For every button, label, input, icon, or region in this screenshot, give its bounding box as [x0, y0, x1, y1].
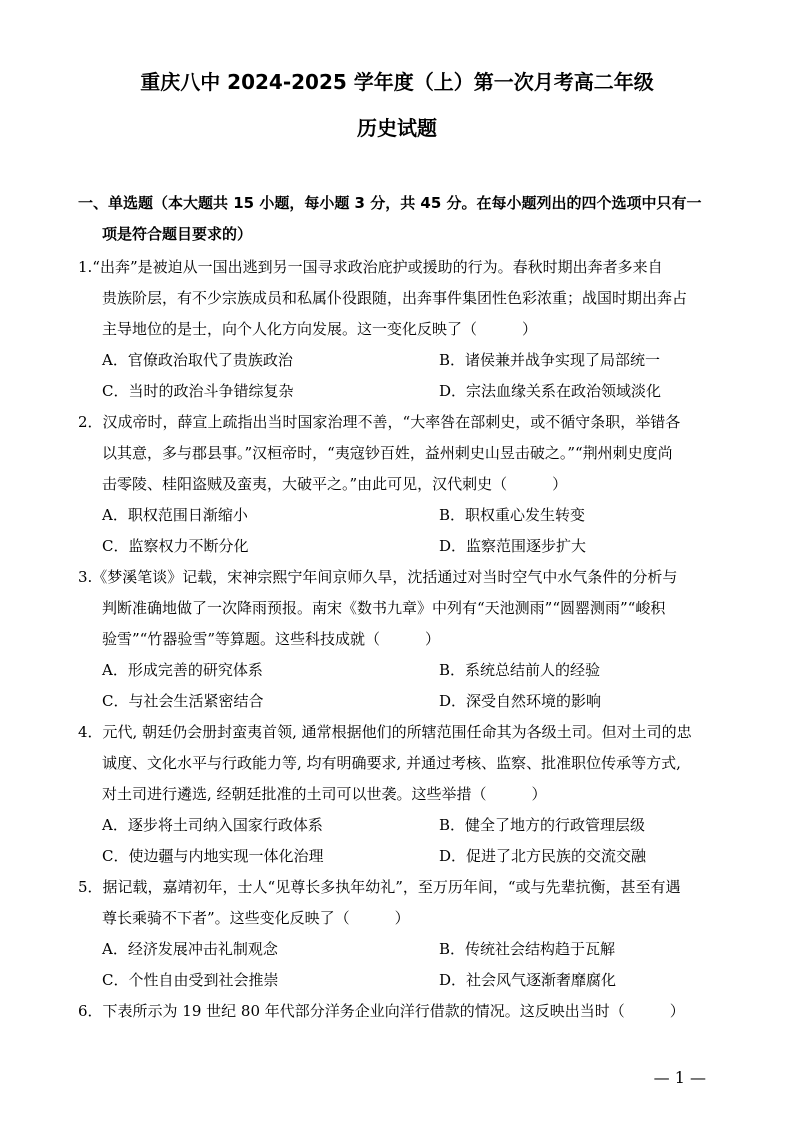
question-1 [78, 252, 718, 345]
question-3-options [102, 655, 722, 717]
question-stem-line: 4．元代, 朝廷仍会册封蛮夷首领, 通常根据他们的所辖范围任命其为各级土司。但对土司的忠 [78, 723, 692, 741]
exam-subtitle: 历史试题 [357, 116, 437, 140]
question-6 [78, 996, 718, 1027]
option-b: B．职权重心发生转变 [439, 506, 586, 524]
question-stem-line: 5．据记载，嘉靖初年，士人“见尊长多执年幼礼”，至万历年间，“或与先辈抗衡，甚至有遇 [78, 878, 681, 896]
option-b: B．系统总结前人的经验 [439, 661, 601, 679]
question-2 [78, 407, 718, 500]
option-c: C．监察权力不断分化 [102, 537, 249, 555]
question-stem-line: 以其意，多与郡县事。”汉桓帝时，“夷寇钞百姓，益州刺史山昱击破之。”“荆州刺史度尚 [102, 444, 673, 462]
question-stem-line: 6．下表所示为 19 世纪 80 年代部分洋务企业向洋行借款的情况。这反映出当时（ ） [78, 1002, 685, 1020]
option-b: B．传统社会结构趋于瓦解 [439, 940, 616, 958]
question-stem-line: 3.《梦溪笔谈》记载，宋神宗熙宁年间京师久旱，沈括通过对当时空气中水气条件的分析与 [78, 568, 678, 586]
question-stem-line: 2．汉成帝时，薛宣上疏指出当时国家治理不善，“大率咎在部刺史，或不循守条职，举错各 [78, 413, 681, 431]
section-heading [78, 188, 718, 250]
option-a: A．形成完善的研究体系 [102, 661, 263, 679]
section-heading-line: 项是符合题目要求的） [102, 225, 253, 243]
question-stem-line: 对土司进行遴选, 经朝廷批准的土司可以世袭。这些举措（ ） [102, 785, 547, 803]
option-c: C．与社会生活紧密结合 [102, 692, 264, 710]
question-stem-line: 尊长乘骑不下者”。这些变化反映了（ ） [102, 909, 410, 927]
option-c: C．个性自由受到社会推崇 [102, 971, 279, 989]
page-number: — 1 — [653, 1068, 706, 1087]
question-stem-line: 判断准确地做了一次降雨预报。南宋《数书九章》中列有“天池测雨”“圆罂测雨”“峻积 [102, 599, 666, 617]
question-stem-line: 贵族阶层，有不少宗族成员和私属仆役跟随，出奔事件集团性色彩浓重；战国时期出奔占 [102, 289, 688, 307]
question-stem-line: 击零陵、桂阳盗贼及蛮夷，大破平之。”由此可见，汉代刺史（ ） [102, 475, 568, 493]
exam-title: 重庆八中 2024-2025 学年度（上）第一次月考高二年级 [140, 70, 654, 94]
option-d: D．社会风气逐渐奢靡腐化 [439, 971, 617, 989]
option-b: B．健全了地方的行政管理层级 [439, 816, 646, 834]
option-d: D．深受自然环境的影响 [439, 692, 602, 710]
question-5-options [102, 934, 722, 996]
section-heading-line: 一、单选题（本大题共 15 小题，每小题 3 分，共 45 分。在每小题列出的四个选项中只有一 [78, 194, 702, 212]
question-stem-line: 主导地位的是士，向个人化方向发展。这一变化反映了（ ） [102, 320, 538, 338]
question-3 [78, 562, 718, 655]
question-2-options [102, 500, 722, 562]
option-a: A．逐步将土司纳入国家行政体系 [102, 816, 323, 834]
question-4 [78, 717, 718, 810]
question-stem-line: 1.“出奔”是被迫从一国出逃到另一国寻求政治庇护或援助的行为。春秋时期出奔者多来自 [78, 258, 663, 276]
question-1-options [102, 345, 722, 407]
question-4-options [102, 810, 722, 872]
question-stem-line: 诚度、文化水平与行政能力等, 均有明确要求, 并通过考核、监察、批准职位传承等方式, [102, 754, 681, 772]
option-d: D．促进了北方民族的交流交融 [439, 847, 647, 865]
question-5 [78, 872, 718, 934]
option-d: D．监察范围逐步扩大 [439, 537, 587, 555]
question-stem-line: 验雪”“竹器验雪”等算题。这些科技成就（ ） [102, 630, 441, 648]
option-a: A．职权范围日渐缩小 [102, 506, 248, 524]
option-a: A．官僚政治取代了贵族政治 [102, 351, 293, 369]
option-c: C．使边疆与内地实现一体化治理 [102, 847, 324, 865]
option-c: C．当时的政治斗争错综复杂 [102, 382, 294, 400]
option-d: D．宗法血缘关系在政治领域淡化 [439, 382, 662, 400]
option-a: A．经济发展冲击礼制观念 [102, 940, 278, 958]
option-b: B．诸侯兼并战争实现了局部统一 [439, 351, 661, 369]
